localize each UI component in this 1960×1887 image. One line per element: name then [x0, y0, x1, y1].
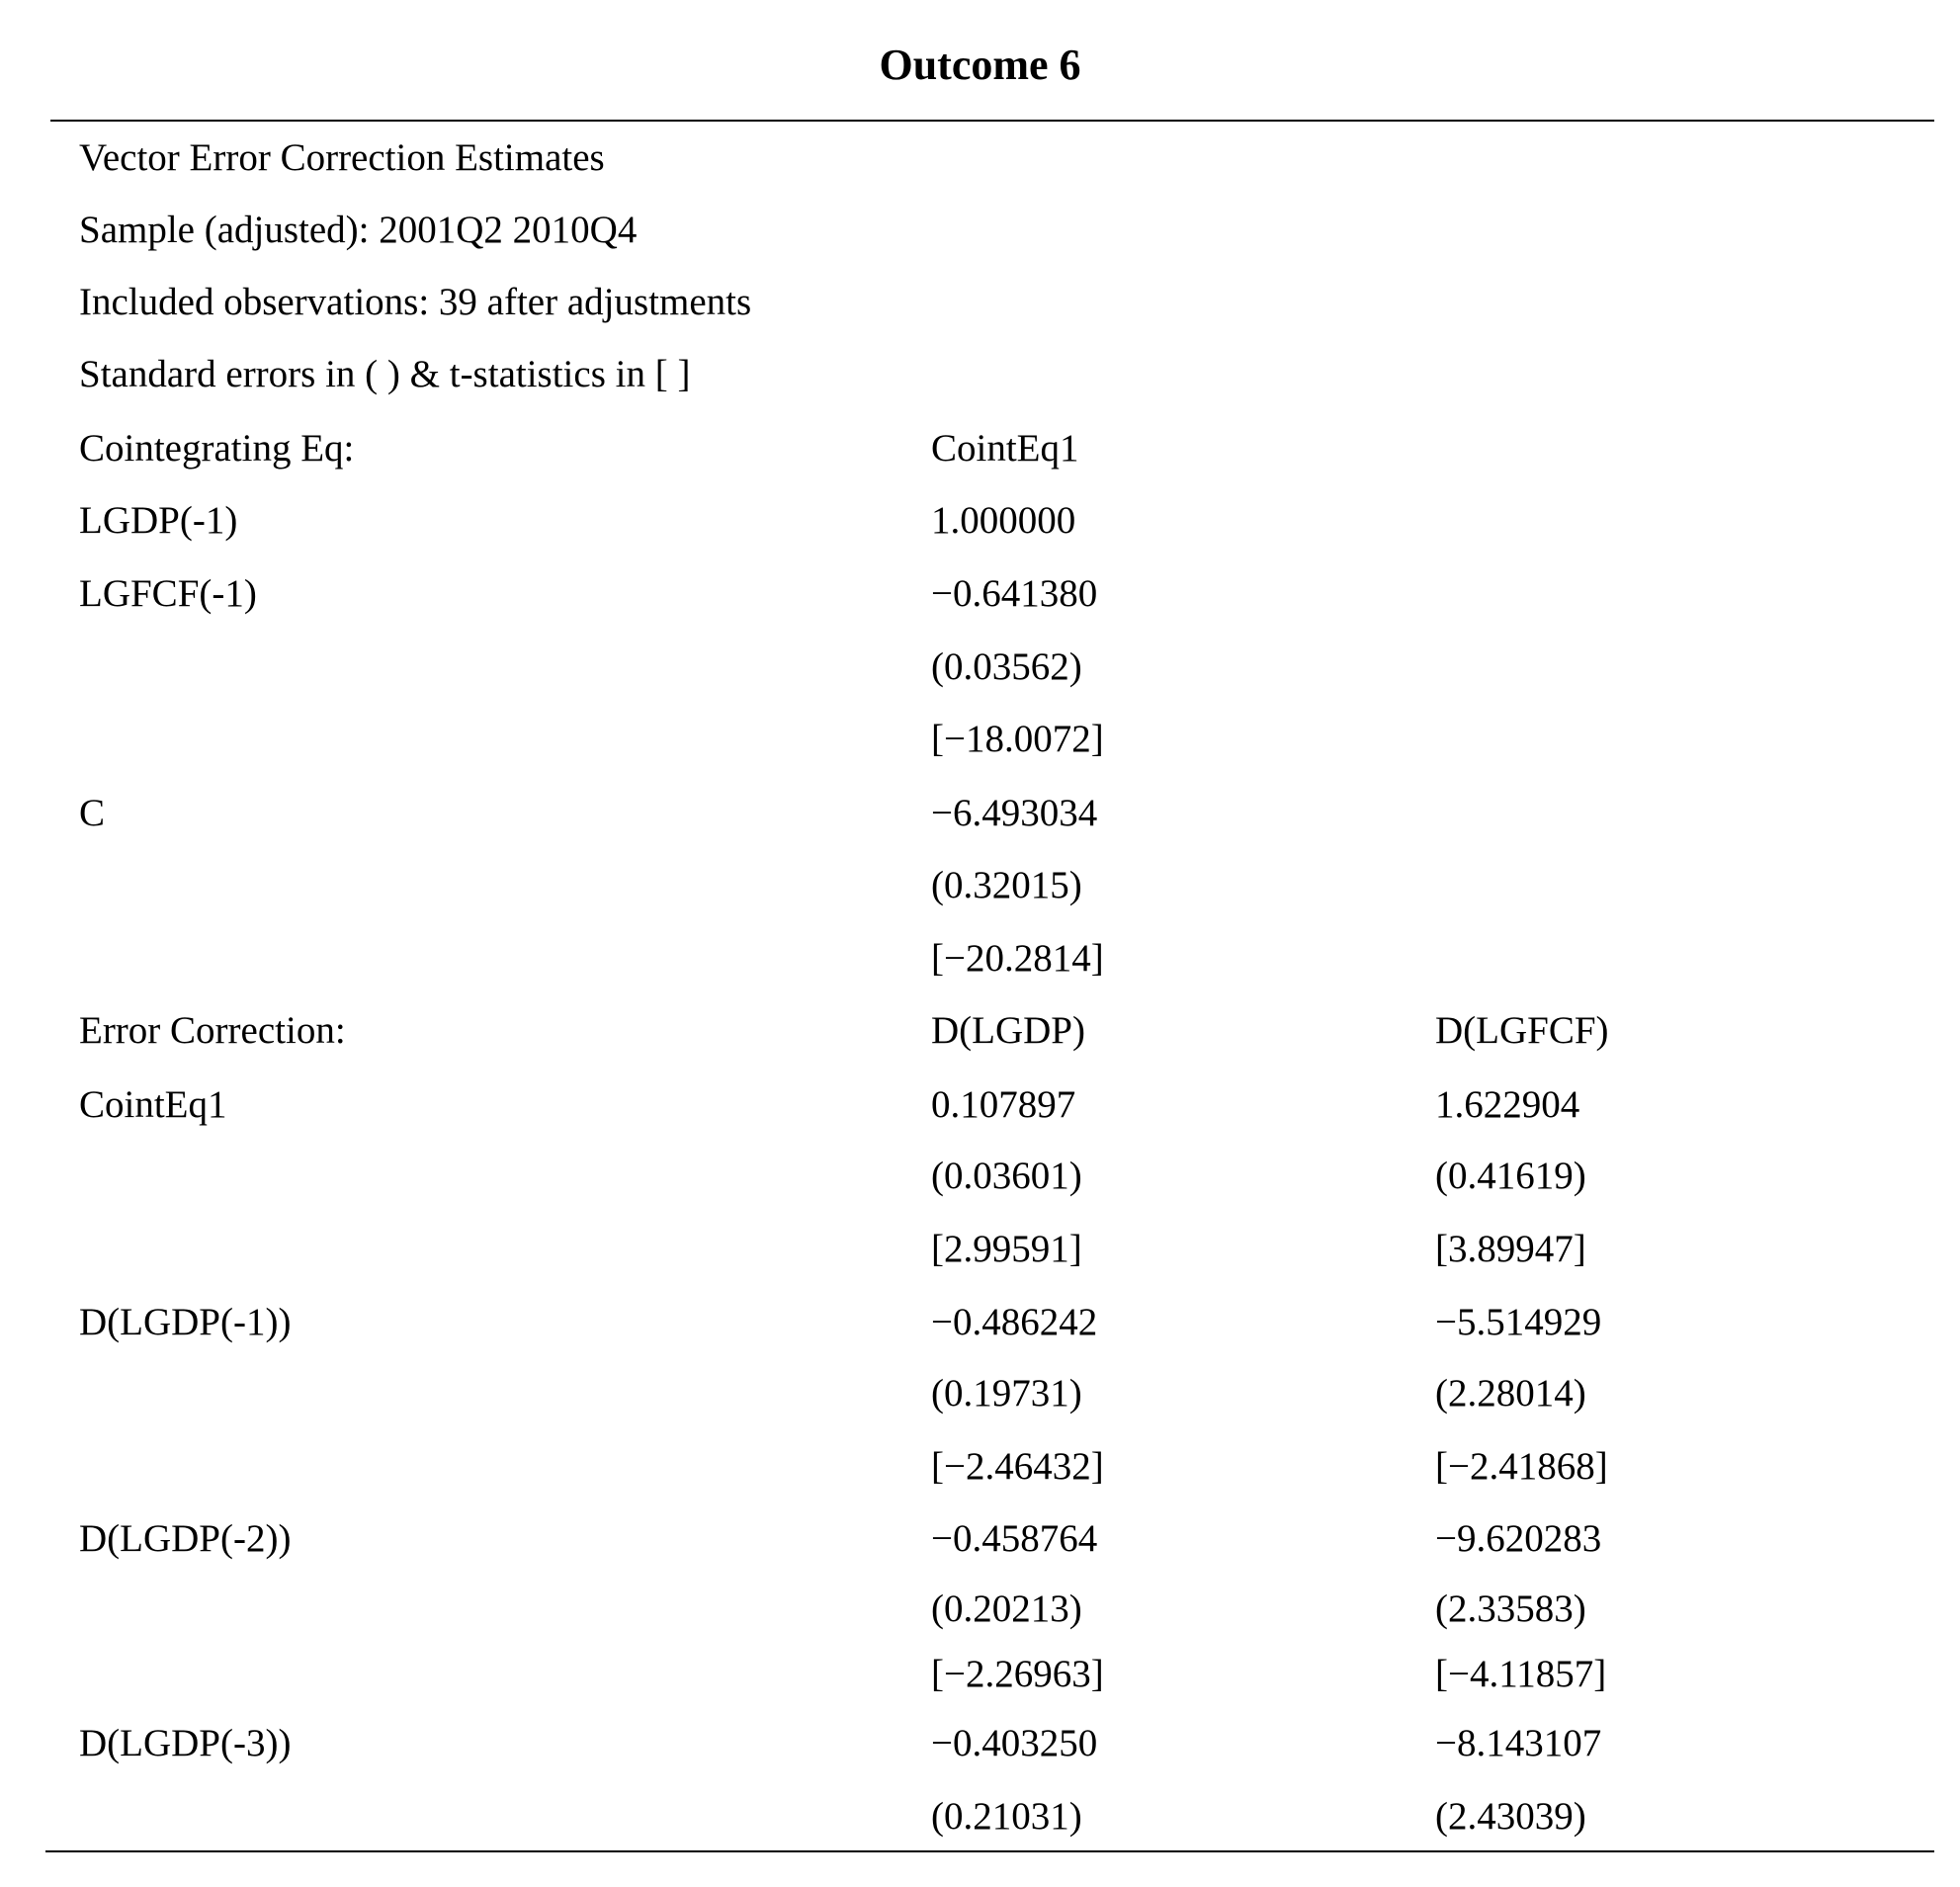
- row-label: D(LGDP(-2)): [79, 1517, 292, 1560]
- cell-col1: (0.03562): [931, 645, 1082, 688]
- cell-col1: −0.403250: [931, 1722, 1098, 1764]
- cell-col1: (0.32015): [931, 864, 1082, 906]
- cell-col1: CointEq1: [931, 427, 1079, 470]
- row-label: CointEq1: [79, 1083, 227, 1126]
- cell-col1: [−18.0072]: [931, 718, 1104, 760]
- cell-col1: −0.458764: [931, 1517, 1098, 1560]
- cell-col2: [−2.41868]: [1435, 1445, 1608, 1488]
- cell-col1: (0.21031): [931, 1795, 1082, 1838]
- table-row: [0, 1714, 1960, 1773]
- cell-col2: D(LGFCF): [1435, 1009, 1609, 1052]
- table-row: [0, 856, 1960, 915]
- table-row: [0, 784, 1960, 843]
- row-label: C: [79, 792, 106, 834]
- table-row: [0, 201, 1960, 260]
- table-row: [0, 129, 1960, 188]
- cell-col2: [−4.11857]: [1435, 1653, 1607, 1695]
- table-row: [0, 1293, 1960, 1352]
- cell-col1: D(LGDP): [931, 1009, 1085, 1052]
- cell-col1: 1.000000: [931, 499, 1076, 542]
- table-row: [0, 1580, 1960, 1639]
- table-row: [0, 1437, 1960, 1497]
- table-row: [0, 1220, 1960, 1279]
- cell-col1: −0.641380: [931, 572, 1098, 615]
- table-row: [0, 638, 1960, 697]
- row-label: Standard errors in ( ) & t-statistics in [ ]: [79, 353, 691, 395]
- cell-col1: −6.493034: [931, 792, 1098, 834]
- cell-col2: −9.620283: [1435, 1517, 1602, 1560]
- table-row: [0, 1147, 1960, 1206]
- table-row: [0, 1787, 1960, 1846]
- cell-col1: −0.486242: [931, 1301, 1098, 1343]
- cell-col1: (0.20213): [931, 1587, 1082, 1630]
- cell-col2: (0.41619): [1435, 1155, 1586, 1197]
- table-row: [0, 345, 1960, 404]
- cell-col1: 0.107897: [931, 1083, 1076, 1126]
- cell-col2: (2.28014): [1435, 1372, 1586, 1415]
- table-row: [0, 1075, 1960, 1135]
- row-label: Included observations: 39 after adjustments: [79, 281, 752, 323]
- cell-col1: [2.99591]: [931, 1228, 1082, 1270]
- cell-col2: 1.622904: [1435, 1083, 1580, 1126]
- cell-col2: −8.143107: [1435, 1722, 1602, 1764]
- table-row: [0, 1001, 1960, 1061]
- cell-col1: [−20.2814]: [931, 937, 1104, 980]
- row-label: Cointegrating Eq:: [79, 427, 355, 470]
- row-label: D(LGDP(-1)): [79, 1301, 292, 1343]
- row-label: Vector Error Correction Estimates: [79, 136, 605, 179]
- row-label: D(LGDP(-3)): [79, 1722, 292, 1764]
- row-label: Sample (adjusted): 2001Q2 2010Q4: [79, 209, 638, 251]
- table-row: [0, 929, 1960, 988]
- cell-col2: (2.43039): [1435, 1795, 1586, 1838]
- table-title: Outcome 6: [879, 41, 1081, 89]
- table-row: [0, 491, 1960, 551]
- cell-col1: [−2.46432]: [931, 1445, 1104, 1488]
- table-row: [0, 273, 1960, 332]
- cell-col2: (2.33583): [1435, 1587, 1586, 1630]
- table-row: [0, 710, 1960, 769]
- cell-col1: [−2.26963]: [931, 1653, 1104, 1695]
- row-label: LGFCF(-1): [79, 572, 257, 615]
- row-label: Error Correction:: [79, 1009, 346, 1052]
- table-row: [0, 419, 1960, 478]
- cell-col2: [3.89947]: [1435, 1228, 1586, 1270]
- cell-col1: (0.03601): [931, 1155, 1082, 1197]
- table-row: [0, 1364, 1960, 1423]
- table-row: [0, 564, 1960, 624]
- cell-col1: (0.19731): [931, 1372, 1082, 1415]
- bottom-rule: [45, 1850, 1934, 1852]
- table-row: [0, 1509, 1960, 1569]
- top-rule: [50, 120, 1934, 122]
- row-label: LGDP(-1): [79, 499, 238, 542]
- table-row: [0, 1645, 1960, 1704]
- cell-col2: −5.514929: [1435, 1301, 1602, 1343]
